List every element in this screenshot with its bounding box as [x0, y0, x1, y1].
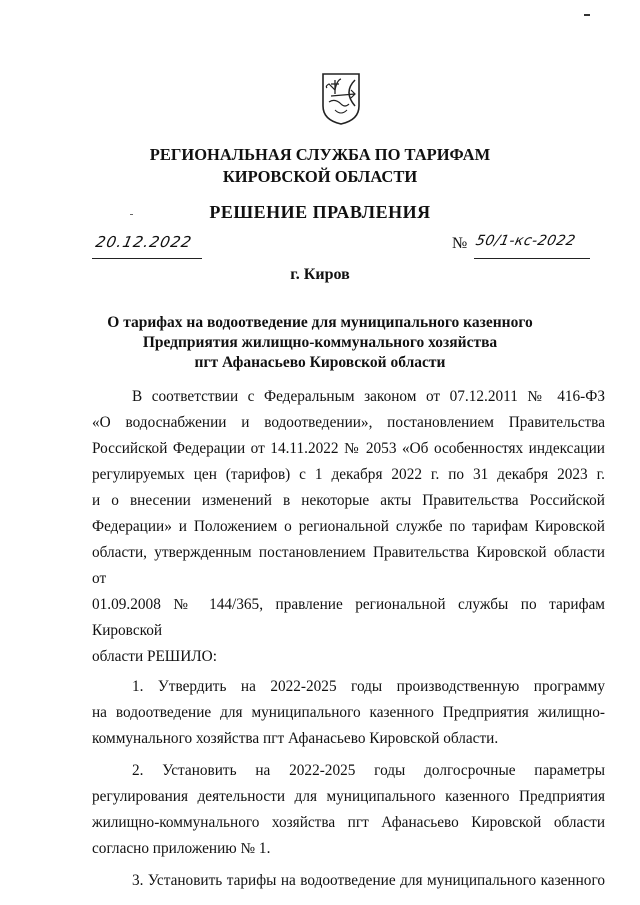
preamble-line: «О водоснабжении и водоотведении», постановлением Правительства — [92, 414, 605, 431]
organization-name-line1: РЕГИОНАЛЬНАЯ СЛУЖБА ПО ТАРИФАМ — [149, 145, 491, 164]
preamble-line: 01.09.2008 № 144/365, правление региональной службы по тарифам Кировской — [92, 596, 605, 639]
document-type-title: РЕШЕНИЕ ПРАВЛЕНИЯ — [209, 202, 431, 222]
preamble-line: В соответствии с Федеральным законом от 07.12.2011 № 416-ФЗ — [132, 388, 605, 405]
subject-line3: пгт Афанасьево Кировской области — [194, 354, 446, 371]
item3-line: 3. Установить тарифы на водоотведение для муниципального казенного — [132, 872, 605, 889]
item1-line: коммунального хозяйства пгт Афанасьево Кировской области. — [92, 730, 499, 747]
preamble-line: регулируемых цен (тарифов) с 1 декабря 2022 г. по 31 декабря 2023 г. — [92, 466, 605, 483]
item2-line: 2. Установить на 2022-2025 годы долгосрочные параметры — [132, 762, 605, 779]
preamble-line: Российской Федерации от 14.11.2022 № 2053 «Об особенностях индексации — [92, 440, 605, 457]
preamble-line: Федерации» и Положением о региональной службе по тарифам Кировской — [92, 518, 605, 535]
body-text — [92, 384, 605, 894]
item2-line: жилищно-коммунального хозяйства пгт Афанасьево Кировской области — [92, 814, 605, 831]
preamble-line: области РЕШИЛО: — [92, 648, 217, 665]
item1-line: 1. Утвердить на 2022-2025 годы производственную программу — [132, 678, 605, 695]
kirov-coat-of-arms-icon — [321, 72, 361, 126]
handwritten-document-number: 50/1-кс-2022 — [474, 233, 578, 249]
preamble-line: и о внесении изменений в некоторые акты Правительства Российской — [92, 492, 605, 509]
item2-line: регулирования деятельности для муниципального казенного Предприятия — [92, 788, 605, 805]
city-name: г. Киров — [290, 266, 350, 283]
item1-line: на водоотведение для муниципального казенного Предприятия жилищно- — [92, 704, 605, 721]
preamble-line: области, утвержденным постановлением Правительства Кировской области от — [92, 544, 605, 587]
item2-line: согласно приложению № 1. — [92, 840, 271, 857]
scan-mark — [584, 14, 590, 16]
subject-line1: О тарифах на водоотведение для муниципального казенного — [107, 314, 533, 331]
handwritten-date: 20.12.2022 — [94, 233, 194, 251]
subject-line2: Предприятия жилищно-коммунального хозяйства — [142, 334, 498, 351]
number-sign: № — [452, 235, 468, 252]
organization-name-line2: КИРОВСКОЙ ОБЛАСТИ — [222, 167, 418, 186]
